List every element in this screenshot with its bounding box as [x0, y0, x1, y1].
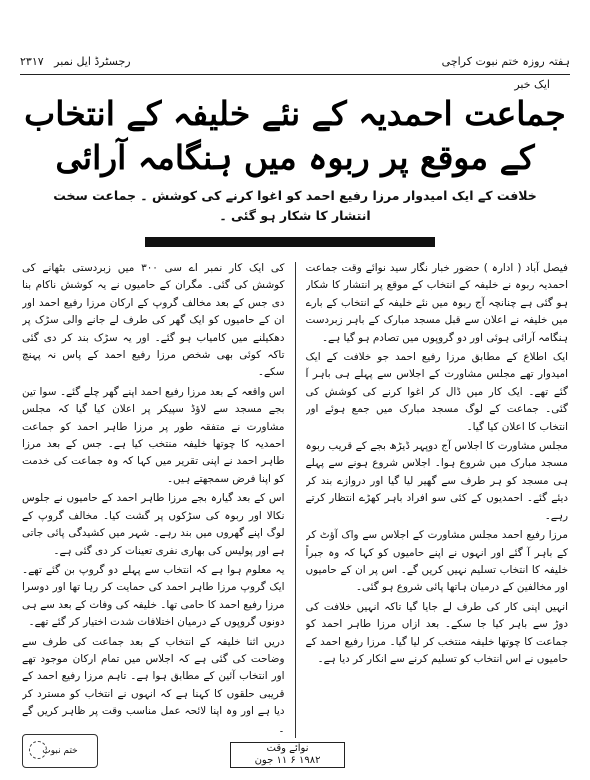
column-divider — [295, 262, 296, 738]
paragraph: اس کے بعد گیارہ بجے مرزا طاہر احمد کے حامیوں نے جلوس نکالا اور ربوہ کی سڑکوں پر گشت کیا۔ مخالف گروپ کے لوگ اپنے گھروں میں بند رہے۔ شہر میں کشیدگی پائی جاتی ہے اور پولیس کی بھاری نفری تعینات کر دی گئی ہے۔ — [22, 492, 285, 557]
page-header — [20, 52, 570, 70]
paragraph: اس واقعہ کے بعد مرزا رفیع احمد اپنے گھر چلے گئے۔ سوا تین بجے مسجد سے لاؤڈ سپیکر پر اعلان کیا گیا کہ مجلس مشاورت نے متفقہ طور پر مرزا طاہر احمد کو جماعت احمدیہ کا چوتھا خلیفہ منتخب کیا ہے۔ جس کے بعد مرزا طاہر احمد نے اپنی تقریر میں کہا کہ وہ جماعت کی خدمت کو اپنا فرض سمجھتے ہیں۔ — [22, 385, 285, 485]
paragraph: کی ایک کار نمبر اے سی ۳۰۰ میں زبردستی بٹھانے کی کوشش کی گئی۔ مگران کے حامیوں نے یہ کوشش ناکام بنا دی جس کے بعد مخالف گروپ کے ارکان مرزا رفیع احمد اور ان کے حامیوں کو ایک گھر کی طرف لے جانے والی سڑک پر دھکیلنے میں کامیاب ہو گئے۔ اور یہ سڑک بند کر دی گئی تاکہ کوئی بھی شخص مرزا رفیع احمد کے پاس نہ پہنچ سکے۔ — [22, 262, 285, 379]
paragraph: مرزا رفیع احمد مجلس مشاورت کے اجلاس سے واک آؤٹ کر کے باہر آ گئے اور انہوں نے اپنے حامیوں کو کہا کہ وہ جبراً خلیفہ کا انتخاب تسلیم نہیں کریں گے۔ اس پر ان کے حامیوں اور مخالفین کے درمیان ہاتھا پائی شروع ہو گئی۔ — [305, 529, 568, 594]
article-columns — [22, 260, 568, 738]
decorative-black-bar — [145, 237, 435, 247]
seal-icon — [29, 741, 47, 759]
registration-label: رجسٹرڈ ایل نمبر — [54, 54, 131, 68]
paragraph: مجلس مشاورت کا اجلاس آج دوپہر ڈیڑھ بجے کے قریب ربوہ مسجد مبارک میں شروع ہوا۔ اجلاس شروع ہونے سے پہلے ہی مسجد کو ہر طرف سے گھیر لیا گیا اور دروازے بند کر دیئے گئے۔ احمدیوں کے کئی سو افراد باہر کھڑے انتظار کرتے رہے۔ — [305, 440, 568, 522]
paragraph: فیصل آباد ( ادارہ ) حضور خبار نگار سید نوائے وقت جماعت احمدیہ ربوہ نے خلیفہ کے انتخاب کے موقع پر انتشار کا شکار ہو گئی ہے چنانچہ آج ربوہ میں نئے خلیفہ کے انتخاب کے بارے میں خلیفہ نے اعلان سے قبل مسجد مبارک کے باہر زبردست ہنگامہ آرائی ہوئی اور دو گروپوں میں تصادم ہو گیا ہے۔ — [305, 262, 568, 344]
registration-block — [20, 55, 131, 68]
source-credit — [230, 742, 345, 768]
headline: جماعت احمدیہ کے نئے خلیفہ کے انتخاب کے موقع پر ربوہ میں ہنگامہ آرائی — [24, 94, 566, 177]
paragraph: ایک اطلاع کے مطابق مرزا رفیع احمد جو خلافت کے ایک امیدوار تھے مجلس مشاورت کے اجلاس سے پہلے ہی باہر آ گئے تھے۔ ایک کار میں ڈال کر اغوا کرنے کی کوشش کی گئی۔ جماعت کے لوگ مسجد مبارک میں جمع ہوئے اور انتخاب کا اعلان کیا گیا۔ — [305, 351, 568, 433]
header-divider — [20, 74, 570, 75]
article-column-right — [306, 260, 569, 738]
source-name: نوائے وقت — [266, 743, 309, 754]
publication-name: ہفتہ روزہ ختم نبوت کراچی — [441, 54, 570, 68]
paragraph: انہیں اپنی کار کی طرف لے جایا گیا تاکہ انہیں خلافت کی دوڑ سے باہر کیا جا سکے۔ بعد ازاں مرزا طاہر احمد کو جماعت کا چوتھا خلیفہ منتخب کر لیا گیا۔ مرزا رفیع احمد کے حامیوں نے اس انتخاب کو تسلیم کرنے سے انکار کر دیا ہے۔ — [305, 600, 568, 665]
article-column-left — [22, 260, 285, 738]
paragraph: دریں اثنا خلیفہ کے انتخاب کے بعد جماعت کی طرف سے وضاحت کی گئی ہے کہ اجلاس میں تمام ارکان موجود تھے اور انتخاب آئین کے مطابق ہوا ہے۔ تاہم مرزا رفیع احمد کے قریبی حلقوں کا کہنا ہے کہ انہوں نے انتخاب کو مسترد کر دیا ہے اور وہ اپنا لائحہ عمل مناسب وقت پر ظاہر کریں گے ۔ — [22, 635, 285, 735]
stamp-text: ختم نبوت — [42, 746, 78, 756]
registration-number: ۲۳۱۷ — [20, 54, 44, 68]
subheadline: خلافت کے ایک امیدوار مرزا رفیع احمد کو اغوا کرنے کی کوشش ۔ جماعت سخت انتشار کا شکار ہو گئی ۔ — [53, 188, 537, 223]
kicker-label: ایک خبر — [514, 78, 550, 91]
paragraph: یہ معلوم ہوا ہے کہ انتخاب سے پہلے دو گروپ بن گئے تھے۔ ایک گروپ مرزا طاہر احمد کی حمایت کر رہا تھا اور دوسرا مرزا رفیع احمد کا حامی تھا۔ خلیفہ کی وفات کے بعد سے ہی دونوں گروپوں کے درمیان اختلافات شدت اختیار کر گئے تھے۔ — [22, 563, 285, 629]
source-date: ۱۹۸۲ ۶ ۱۱ جون — [254, 755, 321, 766]
stamp — [22, 734, 98, 768]
